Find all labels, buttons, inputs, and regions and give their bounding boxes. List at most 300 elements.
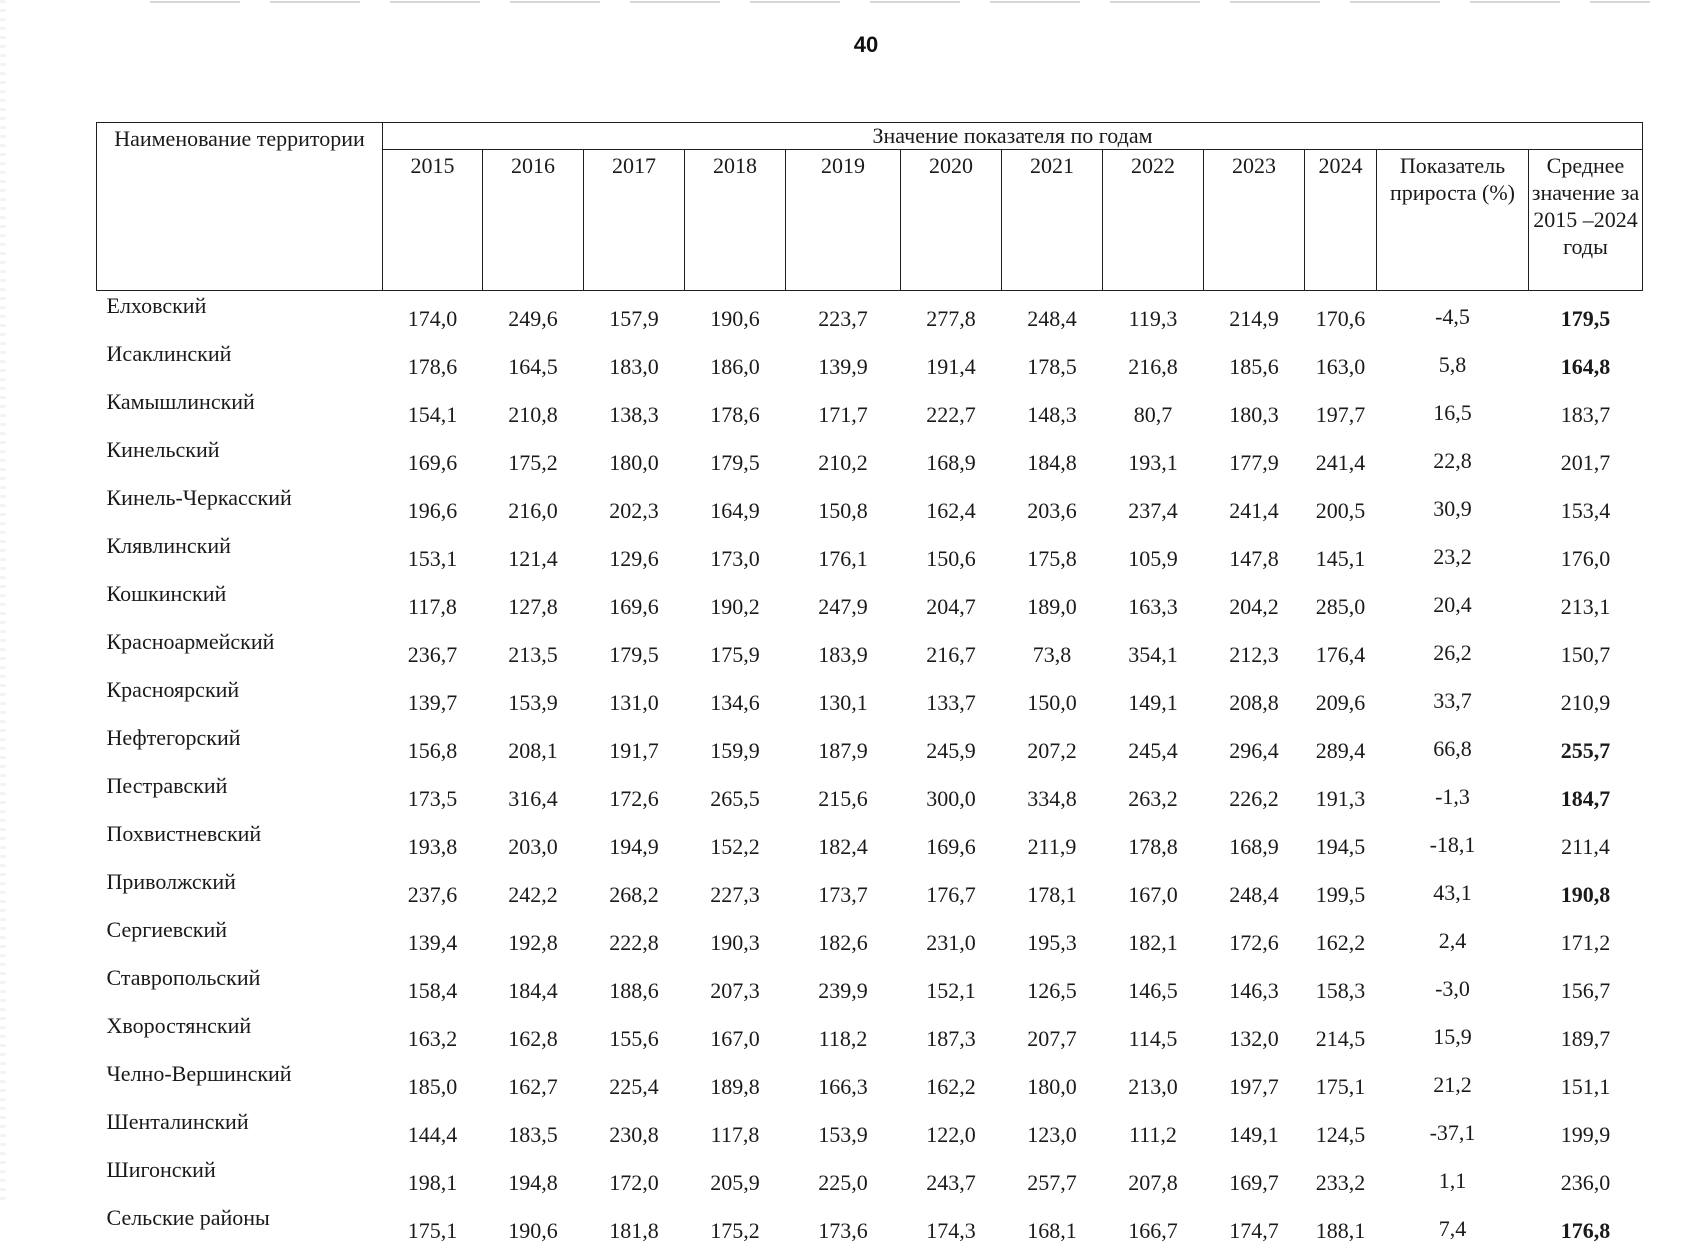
table-row <box>97 291 1643 340</box>
value-cell-2017: 202,3 <box>584 483 685 531</box>
value-cell-2019: 239,9 <box>786 963 901 1011</box>
value-cell-2021: 178,5 <box>1002 339 1103 387</box>
growth-cell: 5,8 <box>1377 339 1529 387</box>
column-header-2017: 2017 <box>584 150 685 291</box>
table-row <box>97 531 1643 579</box>
value-cell-2024: 188,1 <box>1305 1203 1377 1251</box>
value-cell-2021: 178,1 <box>1002 867 1103 915</box>
growth-cell: 26,2 <box>1377 627 1529 675</box>
value-cell-2021: 207,7 <box>1002 1011 1103 1059</box>
value-cell-2015: 236,7 <box>383 627 483 675</box>
value-cell-2020: 176,7 <box>901 867 1002 915</box>
value-cell-2023: 204,2 <box>1204 579 1305 627</box>
value-cell-2019: 215,6 <box>786 771 901 819</box>
value-cell-2021: 189,0 <box>1002 579 1103 627</box>
value-cell-2021: 257,7 <box>1002 1155 1103 1203</box>
scan-edge-top <box>150 1 1650 3</box>
value-cell-2017: 191,7 <box>584 723 685 771</box>
table-row <box>97 723 1643 771</box>
table-row <box>97 963 1643 1011</box>
value-cell-2015: 163,2 <box>383 1011 483 1059</box>
value-cell-2015: 175,1 <box>383 1203 483 1251</box>
value-cell-2018: 175,9 <box>685 627 786 675</box>
value-cell-2022: 119,3 <box>1103 291 1204 340</box>
value-cell-2018: 164,9 <box>685 483 786 531</box>
value-cell-2017: 172,0 <box>584 1155 685 1203</box>
value-cell-2017: 138,3 <box>584 387 685 435</box>
column-header-2016: 2016 <box>483 150 584 291</box>
value-cell-2015: 178,6 <box>383 339 483 387</box>
value-cell-2016: 242,2 <box>483 867 584 915</box>
column-header-2023: 2023 <box>1204 150 1305 291</box>
value-cell-2020: 162,2 <box>901 1059 1002 1107</box>
scan-edge-left <box>0 0 6 1200</box>
growth-cell: 15,9 <box>1377 1011 1529 1059</box>
value-cell-2020: 222,7 <box>901 387 1002 435</box>
value-cell-2021: 211,9 <box>1002 819 1103 867</box>
table-row <box>97 339 1643 387</box>
value-cell-2021: 184,8 <box>1002 435 1103 483</box>
value-cell-2017: 180,0 <box>584 435 685 483</box>
value-cell-2020: 231,0 <box>901 915 1002 963</box>
growth-cell: 66,8 <box>1377 723 1529 771</box>
average-cell: 179,5 <box>1529 291 1643 340</box>
value-cell-2018: 205,9 <box>685 1155 786 1203</box>
value-cell-2017: 188,6 <box>584 963 685 1011</box>
value-cell-2015: 196,6 <box>383 483 483 531</box>
value-cell-2023: 296,4 <box>1204 723 1305 771</box>
value-cell-2015: 158,4 <box>383 963 483 1011</box>
value-cell-2020: 243,7 <box>901 1155 1002 1203</box>
value-cell-2018: 190,2 <box>685 579 786 627</box>
value-cell-2021: 180,0 <box>1002 1059 1103 1107</box>
value-cell-2021: 168,1 <box>1002 1203 1103 1251</box>
value-cell-2016: 162,8 <box>483 1011 584 1059</box>
value-cell-2016: 190,6 <box>483 1203 584 1251</box>
value-cell-2024: 163,0 <box>1305 339 1377 387</box>
value-cell-2015: 237,6 <box>383 867 483 915</box>
value-cell-2016: 127,8 <box>483 579 584 627</box>
value-cell-2024: 175,1 <box>1305 1059 1377 1107</box>
value-cell-2023: 177,9 <box>1204 435 1305 483</box>
value-cell-2024: 289,4 <box>1305 723 1377 771</box>
value-cell-2016: 249,6 <box>483 291 584 340</box>
value-cell-2015: 185,0 <box>383 1059 483 1107</box>
territory-name: Хворостянский <box>97 1011 383 1059</box>
value-cell-2017: 222,8 <box>584 915 685 963</box>
value-cell-2022: 213,0 <box>1103 1059 1204 1107</box>
value-cell-2019: 182,4 <box>786 819 901 867</box>
value-cell-2024: 233,2 <box>1305 1155 1377 1203</box>
page-number: 40 <box>820 32 912 58</box>
average-cell: 255,7 <box>1529 723 1643 771</box>
territory-name: Сергиевский <box>97 915 383 963</box>
value-cell-2022: 354,1 <box>1103 627 1204 675</box>
value-cell-2023: 172,6 <box>1204 915 1305 963</box>
value-cell-2022: 245,4 <box>1103 723 1204 771</box>
average-cell: 164,8 <box>1529 339 1643 387</box>
growth-cell: 1,1 <box>1377 1155 1529 1203</box>
value-cell-2019: 247,9 <box>786 579 901 627</box>
table-body <box>97 291 1643 1251</box>
value-cell-2017: 194,9 <box>584 819 685 867</box>
value-cell-2022: 80,7 <box>1103 387 1204 435</box>
value-cell-2015: 173,5 <box>383 771 483 819</box>
value-cell-2023: 197,7 <box>1204 1059 1305 1107</box>
growth-cell: 22,8 <box>1377 435 1529 483</box>
average-cell: 151,1 <box>1529 1059 1643 1107</box>
header-row-top <box>97 123 1643 150</box>
value-cell-2022: 193,1 <box>1103 435 1204 483</box>
territory-name: Шенталинский <box>97 1107 383 1155</box>
column-header-2024: 2024 <box>1305 150 1377 291</box>
value-cell-2017: 225,4 <box>584 1059 685 1107</box>
column-header-2022: 2022 <box>1103 150 1204 291</box>
value-cell-2024: 145,1 <box>1305 531 1377 579</box>
column-header-2020: 2020 <box>901 150 1002 291</box>
value-cell-2019: 153,9 <box>786 1107 901 1155</box>
value-cell-2020: 174,3 <box>901 1203 1002 1251</box>
value-cell-2017: 157,9 <box>584 291 685 340</box>
value-cell-2020: 152,1 <box>901 963 1002 1011</box>
column-header-2015: 2015 <box>383 150 483 291</box>
average-cell: 150,7 <box>1529 627 1643 675</box>
growth-cell: -37,1 <box>1377 1107 1529 1155</box>
value-cell-2020: 169,6 <box>901 819 1002 867</box>
value-cell-2019: 182,6 <box>786 915 901 963</box>
value-cell-2017: 169,6 <box>584 579 685 627</box>
table-row <box>97 627 1643 675</box>
value-cell-2016: 213,5 <box>483 627 584 675</box>
table-row <box>97 771 1643 819</box>
value-cell-2015: 154,1 <box>383 387 483 435</box>
territory-name: Кошкинский <box>97 579 383 627</box>
value-cell-2018: 134,6 <box>685 675 786 723</box>
average-cell: 156,7 <box>1529 963 1643 1011</box>
column-header-2021: 2021 <box>1002 150 1103 291</box>
value-cell-2017: 268,2 <box>584 867 685 915</box>
value-cell-2016: 164,5 <box>483 339 584 387</box>
value-cell-2021: 175,8 <box>1002 531 1103 579</box>
value-cell-2016: 194,8 <box>483 1155 584 1203</box>
territory-name: Сельские районы <box>97 1203 383 1251</box>
territory-name: Шигонский <box>97 1155 383 1203</box>
value-cell-2023: 174,7 <box>1204 1203 1305 1251</box>
value-cell-2018: 152,2 <box>685 819 786 867</box>
value-cell-2023: 147,8 <box>1204 531 1305 579</box>
value-cell-2018: 227,3 <box>685 867 786 915</box>
value-cell-2020: 162,4 <box>901 483 1002 531</box>
value-cell-2021: 195,3 <box>1002 915 1103 963</box>
territory-name: Челно-Вершинский <box>97 1059 383 1107</box>
value-cell-2017: 172,6 <box>584 771 685 819</box>
value-cell-2016: 175,2 <box>483 435 584 483</box>
value-cell-2015: 144,4 <box>383 1107 483 1155</box>
value-cell-2021: 148,3 <box>1002 387 1103 435</box>
value-cell-2018: 117,8 <box>685 1107 786 1155</box>
value-cell-2015: 198,1 <box>383 1155 483 1203</box>
value-cell-2022: 178,8 <box>1103 819 1204 867</box>
value-cell-2024: 199,5 <box>1305 867 1377 915</box>
value-cell-2021: 150,0 <box>1002 675 1103 723</box>
value-cell-2024: 176,4 <box>1305 627 1377 675</box>
value-cell-2022: 167,0 <box>1103 867 1204 915</box>
value-cell-2024: 209,6 <box>1305 675 1377 723</box>
value-cell-2017: 179,5 <box>584 627 685 675</box>
value-cell-2021: 203,6 <box>1002 483 1103 531</box>
value-cell-2024: 194,5 <box>1305 819 1377 867</box>
value-cell-2023: 226,2 <box>1204 771 1305 819</box>
value-cell-2020: 168,9 <box>901 435 1002 483</box>
value-cell-2024: 285,0 <box>1305 579 1377 627</box>
growth-cell: -4,5 <box>1377 291 1529 340</box>
value-cell-2019: 130,1 <box>786 675 901 723</box>
value-cell-2018: 190,6 <box>685 291 786 340</box>
value-cell-2022: 237,4 <box>1103 483 1204 531</box>
column-header-average: Среднее значение за 2015 –2024 годы <box>1529 150 1643 291</box>
territory-name: Приволжский <box>97 867 383 915</box>
territory-name: Пестравский <box>97 771 383 819</box>
value-cell-2019: 176,1 <box>786 531 901 579</box>
average-cell: 213,1 <box>1529 579 1643 627</box>
table-row <box>97 1155 1643 1203</box>
value-cell-2019: 150,8 <box>786 483 901 531</box>
territory-name: Елховский <box>97 291 383 340</box>
value-cell-2024: 241,4 <box>1305 435 1377 483</box>
value-cell-2019: 225,0 <box>786 1155 901 1203</box>
value-cell-2023: 214,9 <box>1204 291 1305 340</box>
value-cell-2019: 183,9 <box>786 627 901 675</box>
column-header-2018: 2018 <box>685 150 786 291</box>
value-cell-2022: 114,5 <box>1103 1011 1204 1059</box>
value-cell-2022: 149,1 <box>1103 675 1204 723</box>
growth-cell: 30,9 <box>1377 483 1529 531</box>
value-cell-2021: 73,8 <box>1002 627 1103 675</box>
value-cell-2019: 173,7 <box>786 867 901 915</box>
years-group-header: Значение показателя по годам <box>383 123 1643 150</box>
value-cell-2019: 118,2 <box>786 1011 901 1059</box>
territory-name: Кинельский <box>97 435 383 483</box>
value-cell-2023: 212,3 <box>1204 627 1305 675</box>
growth-cell: 7,4 <box>1377 1203 1529 1251</box>
value-cell-2017: 131,0 <box>584 675 685 723</box>
value-cell-2016: 153,9 <box>483 675 584 723</box>
table-row <box>97 579 1643 627</box>
value-cell-2023: 248,4 <box>1204 867 1305 915</box>
growth-cell: 21,2 <box>1377 1059 1529 1107</box>
territory-name: Клявлинский <box>97 531 383 579</box>
value-cell-2016: 183,5 <box>483 1107 584 1155</box>
value-cell-2024: 214,5 <box>1305 1011 1377 1059</box>
territory-name: Красноармейский <box>97 627 383 675</box>
growth-cell: -3,0 <box>1377 963 1529 1011</box>
value-cell-2017: 230,8 <box>584 1107 685 1155</box>
value-cell-2023: 132,0 <box>1204 1011 1305 1059</box>
territory-name: Красноярский <box>97 675 383 723</box>
value-cell-2015: 139,7 <box>383 675 483 723</box>
average-cell: 199,9 <box>1529 1107 1643 1155</box>
value-cell-2019: 210,2 <box>786 435 901 483</box>
column-header-growth: Показатель прироста (%) <box>1377 150 1529 291</box>
average-cell: 189,7 <box>1529 1011 1643 1059</box>
value-cell-2020: 187,3 <box>901 1011 1002 1059</box>
value-cell-2017: 183,0 <box>584 339 685 387</box>
value-cell-2015: 169,6 <box>383 435 483 483</box>
value-cell-2017: 129,6 <box>584 531 685 579</box>
value-cell-2020: 122,0 <box>901 1107 1002 1155</box>
value-cell-2015: 193,8 <box>383 819 483 867</box>
value-cell-2020: 133,7 <box>901 675 1002 723</box>
average-cell: 211,4 <box>1529 819 1643 867</box>
value-cell-2018: 178,6 <box>685 387 786 435</box>
value-cell-2024: 200,5 <box>1305 483 1377 531</box>
value-cell-2018: 207,3 <box>685 963 786 1011</box>
value-cell-2019: 223,7 <box>786 291 901 340</box>
value-cell-2018: 265,5 <box>685 771 786 819</box>
value-cell-2022: 111,2 <box>1103 1107 1204 1155</box>
value-cell-2019: 166,3 <box>786 1059 901 1107</box>
average-cell: 201,7 <box>1529 435 1643 483</box>
value-cell-2019: 187,9 <box>786 723 901 771</box>
value-cell-2018: 189,8 <box>685 1059 786 1107</box>
average-cell: 176,8 <box>1529 1203 1643 1251</box>
name-column-header: Наименование территории <box>97 123 383 291</box>
value-cell-2016: 162,7 <box>483 1059 584 1107</box>
table-row <box>97 867 1643 915</box>
value-cell-2021: 207,2 <box>1002 723 1103 771</box>
growth-cell: 16,5 <box>1377 387 1529 435</box>
value-cell-2023: 241,4 <box>1204 483 1305 531</box>
table-row <box>97 1011 1643 1059</box>
value-cell-2018: 159,9 <box>685 723 786 771</box>
value-cell-2015: 174,0 <box>383 291 483 340</box>
value-cell-2016: 192,8 <box>483 915 584 963</box>
value-cell-2016: 316,4 <box>483 771 584 819</box>
growth-cell: 33,7 <box>1377 675 1529 723</box>
growth-cell: -18,1 <box>1377 819 1529 867</box>
value-cell-2022: 146,5 <box>1103 963 1204 1011</box>
value-cell-2019: 139,9 <box>786 339 901 387</box>
value-cell-2015: 117,8 <box>383 579 483 627</box>
growth-cell: 20,4 <box>1377 579 1529 627</box>
value-cell-2023: 149,1 <box>1204 1107 1305 1155</box>
territory-name: Ставропольский <box>97 963 383 1011</box>
value-cell-2015: 153,1 <box>383 531 483 579</box>
indicator-table <box>96 122 1643 1251</box>
value-cell-2016: 216,0 <box>483 483 584 531</box>
value-cell-2021: 248,4 <box>1002 291 1103 340</box>
value-cell-2022: 263,2 <box>1103 771 1204 819</box>
value-cell-2016: 184,4 <box>483 963 584 1011</box>
value-cell-2016: 210,8 <box>483 387 584 435</box>
value-cell-2018: 167,0 <box>685 1011 786 1059</box>
value-cell-2020: 216,7 <box>901 627 1002 675</box>
value-cell-2023: 169,7 <box>1204 1155 1305 1203</box>
value-cell-2022: 163,3 <box>1103 579 1204 627</box>
territory-name: Кинель-Черкасский <box>97 483 383 531</box>
table-row <box>97 483 1643 531</box>
value-cell-2023: 185,6 <box>1204 339 1305 387</box>
value-cell-2024: 124,5 <box>1305 1107 1377 1155</box>
table-row <box>97 915 1643 963</box>
average-cell: 184,7 <box>1529 771 1643 819</box>
average-cell: 236,0 <box>1529 1155 1643 1203</box>
territory-name: Камышлинский <box>97 387 383 435</box>
value-cell-2018: 179,5 <box>685 435 786 483</box>
value-cell-2020: 277,8 <box>901 291 1002 340</box>
value-cell-2018: 173,0 <box>685 531 786 579</box>
growth-cell: 23,2 <box>1377 531 1529 579</box>
value-cell-2023: 180,3 <box>1204 387 1305 435</box>
value-cell-2020: 150,6 <box>901 531 1002 579</box>
value-cell-2023: 168,9 <box>1204 819 1305 867</box>
value-cell-2020: 204,7 <box>901 579 1002 627</box>
value-cell-2024: 162,2 <box>1305 915 1377 963</box>
value-cell-2022: 166,7 <box>1103 1203 1204 1251</box>
average-cell: 210,9 <box>1529 675 1643 723</box>
value-cell-2016: 121,4 <box>483 531 584 579</box>
value-cell-2020: 191,4 <box>901 339 1002 387</box>
territory-name: Исаклинский <box>97 339 383 387</box>
table-row <box>97 1203 1643 1251</box>
value-cell-2016: 208,1 <box>483 723 584 771</box>
table-row <box>97 675 1643 723</box>
value-cell-2024: 158,3 <box>1305 963 1377 1011</box>
table-row <box>97 387 1643 435</box>
value-cell-2018: 186,0 <box>685 339 786 387</box>
value-cell-2021: 123,0 <box>1002 1107 1103 1155</box>
value-cell-2022: 207,8 <box>1103 1155 1204 1203</box>
value-cell-2015: 139,4 <box>383 915 483 963</box>
average-cell: 176,0 <box>1529 531 1643 579</box>
value-cell-2016: 203,0 <box>483 819 584 867</box>
average-cell: 190,8 <box>1529 867 1643 915</box>
value-cell-2022: 182,1 <box>1103 915 1204 963</box>
territory-name: Нефтегорский <box>97 723 383 771</box>
table-row <box>97 819 1643 867</box>
table-row <box>97 435 1643 483</box>
value-cell-2021: 126,5 <box>1002 963 1103 1011</box>
value-cell-2017: 181,8 <box>584 1203 685 1251</box>
value-cell-2023: 208,8 <box>1204 675 1305 723</box>
average-cell: 153,4 <box>1529 483 1643 531</box>
growth-cell: 2,4 <box>1377 915 1529 963</box>
table-row <box>97 1059 1643 1107</box>
value-cell-2022: 105,9 <box>1103 531 1204 579</box>
value-cell-2019: 171,7 <box>786 387 901 435</box>
table-row <box>97 1107 1643 1155</box>
value-cell-2020: 300,0 <box>901 771 1002 819</box>
growth-cell: 43,1 <box>1377 867 1529 915</box>
column-header-2019: 2019 <box>786 150 901 291</box>
value-cell-2022: 216,8 <box>1103 339 1204 387</box>
value-cell-2023: 146,3 <box>1204 963 1305 1011</box>
value-cell-2024: 191,3 <box>1305 771 1377 819</box>
average-cell: 183,7 <box>1529 387 1643 435</box>
average-cell: 171,2 <box>1529 915 1643 963</box>
value-cell-2021: 334,8 <box>1002 771 1103 819</box>
value-cell-2024: 197,7 <box>1305 387 1377 435</box>
value-cell-2024: 170,6 <box>1305 291 1377 340</box>
value-cell-2018: 190,3 <box>685 915 786 963</box>
territory-name: Похвистневский <box>97 819 383 867</box>
growth-cell: -1,3 <box>1377 771 1529 819</box>
value-cell-2015: 156,8 <box>383 723 483 771</box>
value-cell-2018: 175,2 <box>685 1203 786 1251</box>
value-cell-2017: 155,6 <box>584 1011 685 1059</box>
value-cell-2020: 245,9 <box>901 723 1002 771</box>
value-cell-2019: 173,6 <box>786 1203 901 1251</box>
